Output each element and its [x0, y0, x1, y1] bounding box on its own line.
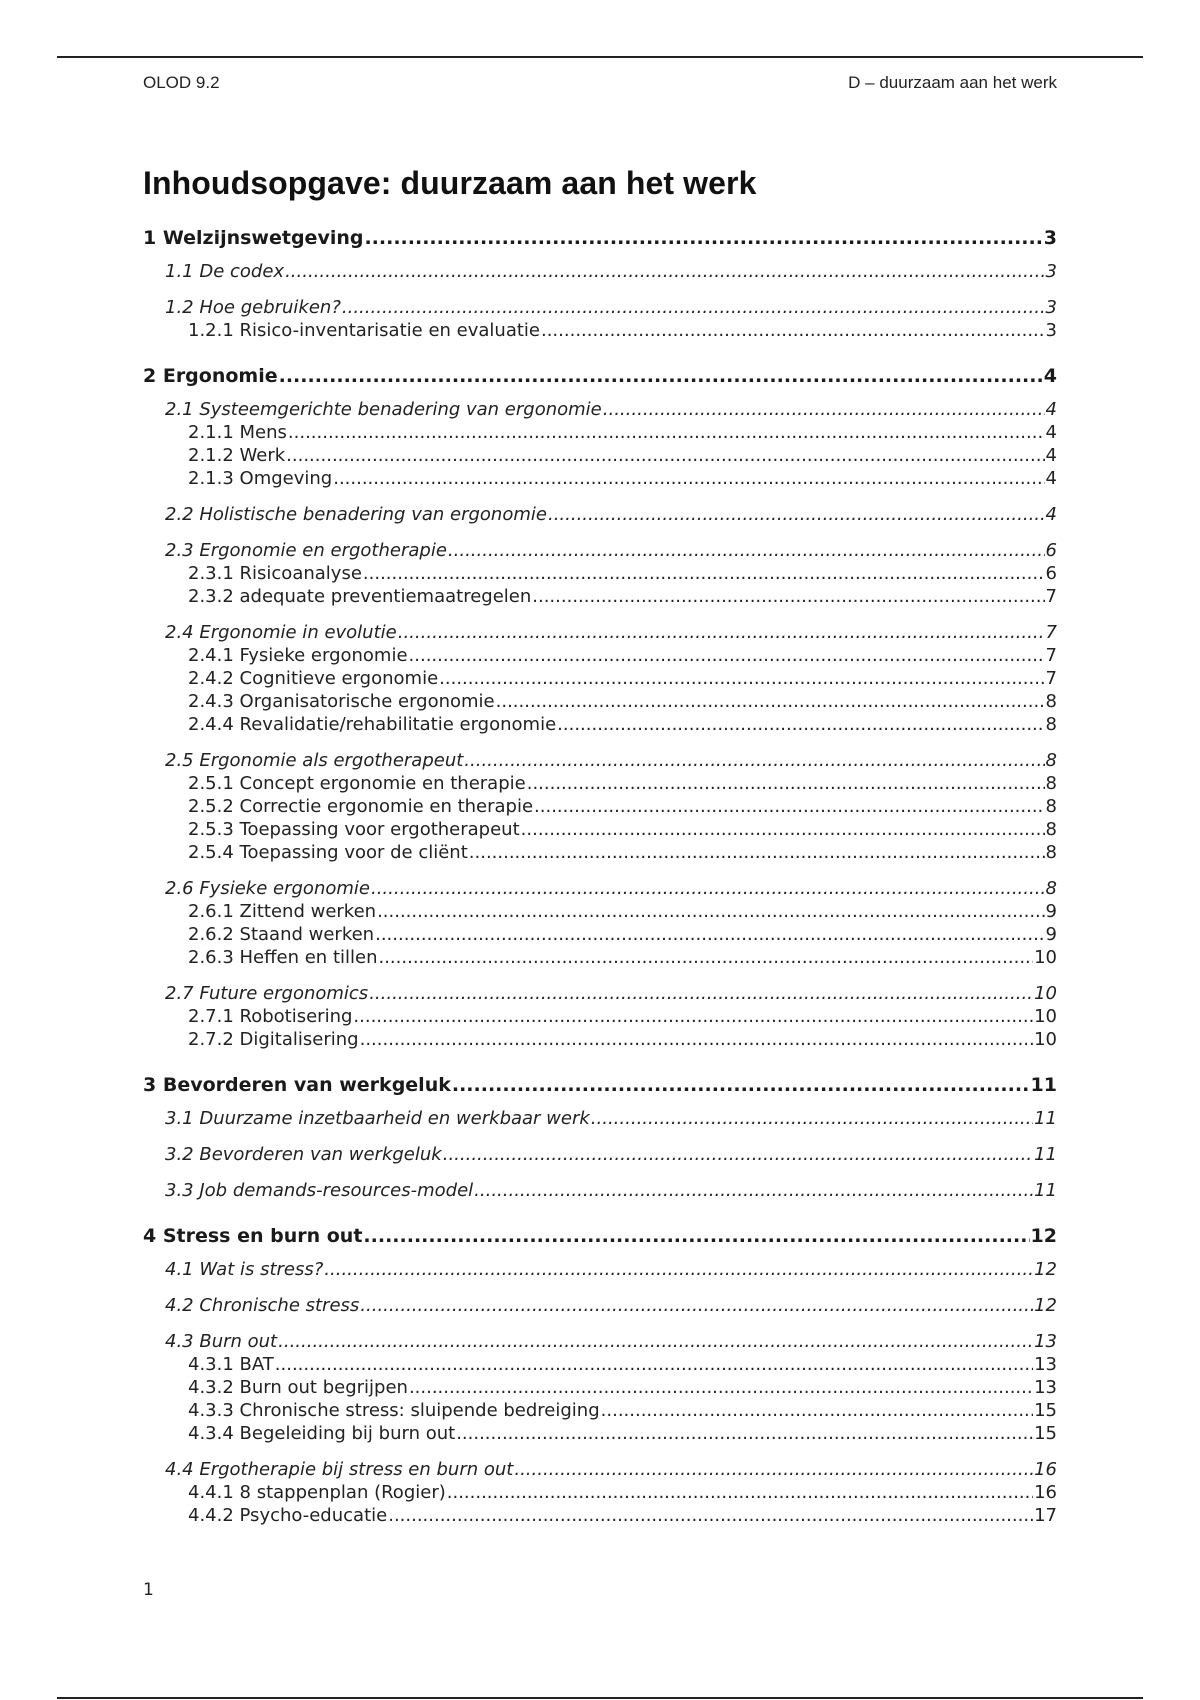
toc-entry-title: 4 Stress en burn out [143, 1225, 363, 1247]
toc-entry-level-3[interactable] [143, 900, 1057, 923]
toc-entry-level-3[interactable] [143, 772, 1057, 795]
toc-entry-title: 2.7.1 Robotisering [188, 1006, 353, 1027]
toc-entry-title: 4.4.2 Psycho-educatie [188, 1505, 388, 1526]
toc-entry-level-3[interactable] [143, 421, 1057, 444]
toc-entry-title: 1.2 Hoe gebruiken? [165, 297, 341, 318]
toc-entry-level-2[interactable] [143, 1179, 1057, 1202]
toc-dot-leader [398, 621, 1045, 644]
toc-entry-level-3[interactable] [143, 1376, 1057, 1399]
toc-entry-title: 2.3 Ergonomie en ergotherapie [165, 540, 447, 561]
toc-entry-page-number: 6 [1045, 540, 1057, 561]
toc-entry-title: 2 Ergonomie [143, 365, 278, 387]
toc-entry-page-number: 4 [1045, 468, 1057, 489]
toc-entry-level-1[interactable] [143, 227, 1057, 250]
toc-entry-level-3[interactable] [143, 923, 1057, 946]
toc-entry-level-2[interactable] [143, 503, 1057, 526]
toc-dot-leader [375, 923, 1044, 946]
toc-dot-leader [601, 1399, 1033, 1422]
toc-dot-leader [527, 772, 1045, 795]
toc-entry-level-3[interactable] [143, 644, 1057, 667]
toc-dot-leader [448, 539, 1045, 562]
toc-entry-page-number: 3 [1045, 320, 1057, 341]
toc-entry-page-number: 6 [1045, 563, 1057, 584]
toc-entry-level-2[interactable] [143, 1143, 1057, 1166]
toc-dot-leader [363, 562, 1045, 585]
toc-entry-page-number: 10 [1034, 1006, 1057, 1027]
footer-rule [57, 1697, 1143, 1699]
toc-dot-leader [474, 1179, 1033, 1202]
toc-entry-level-3[interactable] [143, 1028, 1057, 1051]
toc-entry-level-2[interactable] [143, 1294, 1057, 1317]
toc-entry-title: 4.3.3 Chronische stress: sluipende bedreiging [188, 1400, 600, 1421]
toc-entry-page-number: 7 [1045, 668, 1057, 689]
toc-dot-leader [388, 1504, 1033, 1527]
toc-entry-title: 3.3 Job demands-resources-model [165, 1180, 474, 1201]
toc-dot-leader [275, 1353, 1033, 1376]
toc-dot-leader [377, 900, 1044, 923]
toc-entry-page-number: 8 [1045, 842, 1057, 863]
header-course-code: OLOD 9.2 [143, 73, 220, 92]
toc-entry-level-2[interactable] [143, 1458, 1057, 1481]
toc-entry-page-number: 10 [1034, 1029, 1057, 1050]
toc-entry-title: 2.5 Ergonomie als ergotherapeut [165, 750, 464, 771]
toc-entry-title: 2.4.3 Organisatorische ergonomie [188, 691, 495, 712]
toc-dot-leader [532, 585, 1044, 608]
toc-entry-level-3[interactable] [143, 690, 1057, 713]
toc-dot-leader [333, 467, 1044, 490]
toc-entry-title: 2.1.3 Omgeving [188, 468, 333, 489]
toc-entry-level-2[interactable] [143, 621, 1057, 644]
toc-entry-level-2[interactable] [143, 398, 1057, 421]
toc-dot-leader [342, 296, 1045, 319]
toc-entry-title: 2.6 Fysieke ergonomie [165, 878, 370, 899]
toc-entry-level-3[interactable] [143, 1504, 1057, 1527]
toc-entry-title: 1 Welzijnswetgeving [143, 227, 364, 249]
toc-dot-leader [353, 1005, 1033, 1028]
toc-entry-level-1[interactable] [143, 1225, 1057, 1248]
toc-entry-level-3[interactable] [143, 1399, 1057, 1422]
toc-dot-leader [324, 1258, 1033, 1281]
toc-entry-title: 2.2 Holistische benadering van ergonomie [165, 504, 547, 525]
toc-entry-title: 4.1 Wat is stress? [165, 1259, 324, 1280]
toc-entry-title: 2.5.3 Toepassing voor ergotherapeut [188, 819, 520, 840]
toc-dot-leader [369, 982, 1033, 1005]
toc-entry-page-number: 10 [1034, 983, 1057, 1004]
toc-entry-level-2[interactable] [143, 1107, 1057, 1130]
toc-dot-leader [557, 713, 1044, 736]
toc-entry-title: 1.2.1 Risico-inventarisatie en evaluatie [188, 320, 540, 341]
toc-entry-title: 2.7.2 Digitalisering [188, 1029, 359, 1050]
toc-entry-level-3[interactable] [143, 713, 1057, 736]
toc-dot-leader [456, 1422, 1033, 1445]
toc-entry-page-number: 11 [1034, 1108, 1057, 1129]
toc-entry-page-number: 11 [1034, 1180, 1057, 1201]
toc-entry-page-number: 7 [1045, 622, 1057, 643]
toc-entry-title: 2.6.2 Staand werken [188, 924, 375, 945]
toc-entry-title: 2.5.1 Concept ergonomie en therapie [188, 773, 526, 794]
header-document-name: D – duurzaam aan het werk [848, 73, 1057, 92]
toc-dot-leader [364, 227, 1042, 250]
toc-entry-level-2[interactable] [143, 1258, 1057, 1281]
toc-entry-page-number: 9 [1045, 924, 1057, 945]
toc-entry-page-number: 8 [1045, 819, 1057, 840]
toc-entry-page-number: 16 [1034, 1482, 1057, 1503]
toc-entry-page-number: 13 [1034, 1377, 1057, 1398]
toc-entry-page-number: 13 [1034, 1331, 1057, 1352]
toc-dot-leader [278, 1330, 1033, 1353]
toc-entry-level-2[interactable] [143, 877, 1057, 900]
toc-entry-page-number: 8 [1045, 796, 1057, 817]
toc-entry-title: 4.4.1 8 stappenplan (Rogier) [188, 1482, 446, 1503]
toc-entry-page-number: 11 [1030, 1074, 1057, 1096]
page-number: 1 [143, 1580, 154, 1600]
table-of-contents [143, 227, 1057, 1527]
toc-entry-title: 2.6.3 Heffen en tillen [188, 947, 378, 968]
toc-entry-level-3[interactable] [143, 562, 1057, 585]
toc-entry-page-number: 15 [1034, 1423, 1057, 1444]
toc-entry-page-number: 4 [1045, 445, 1057, 466]
toc-entry-title: 2.4.4 Revalidatie/rehabilitatie ergonomie [188, 714, 557, 735]
toc-entry-page-number: 4 [1045, 399, 1057, 420]
toc-entry-page-number: 8 [1045, 773, 1057, 794]
toc-dot-leader [469, 841, 1045, 864]
toc-dot-leader [288, 421, 1045, 444]
toc-entry-title: 1.1 De codex [165, 261, 285, 282]
toc-entry-level-2[interactable] [143, 296, 1057, 319]
toc-entry-level-3[interactable] [143, 667, 1057, 690]
toc-dot-leader [591, 1107, 1033, 1130]
toc-entry-page-number: 10 [1034, 947, 1057, 968]
toc-dot-leader [360, 1028, 1034, 1051]
toc-entry-title: 3 Bevorderen van werkgeluk [143, 1074, 451, 1096]
toc-entry-level-3[interactable] [143, 1353, 1057, 1376]
toc-dot-leader [447, 1481, 1033, 1504]
toc-entry-title: 4.3 Burn out [165, 1331, 278, 1352]
toc-dot-leader [371, 877, 1045, 900]
toc-entry-page-number: 4 [1045, 504, 1057, 525]
toc-dot-leader [541, 319, 1045, 342]
toc-dot-leader [452, 1074, 1030, 1097]
toc-entry-level-1[interactable] [143, 1074, 1057, 1097]
toc-dot-leader [378, 946, 1033, 969]
toc-entry-page-number: 12 [1034, 1259, 1057, 1280]
toc-dot-leader [360, 1294, 1033, 1317]
toc-entry-title: 3.2 Bevorderen van werkgeluk [165, 1144, 442, 1165]
toc-entry-level-3[interactable] [143, 467, 1057, 490]
toc-dot-leader [409, 1376, 1033, 1399]
page-header [143, 73, 1057, 97]
toc-entry-level-3[interactable] [143, 319, 1057, 342]
toc-dot-leader [534, 795, 1045, 818]
toc-entry-title: 3.1 Duurzame inzetbaarheid en werkbaar werk [165, 1108, 590, 1129]
toc-entry-page-number: 12 [1030, 1225, 1057, 1247]
toc-entry-title: 2.1.1 Mens [188, 422, 287, 443]
toc-entry-level-1[interactable] [143, 365, 1057, 388]
toc-entry-page-number: 4 [1043, 365, 1057, 387]
toc-dot-leader [521, 818, 1045, 841]
toc-entry-level-2[interactable] [143, 260, 1057, 283]
toc-dot-leader [279, 365, 1043, 388]
toc-entry-title: 4.2 Chronische stress [165, 1295, 360, 1316]
toc-entry-title: 2.7 Future ergonomics [165, 983, 369, 1004]
toc-dot-leader [443, 1143, 1033, 1166]
toc-entry-page-number: 12 [1034, 1295, 1057, 1316]
toc-entry-level-3[interactable] [143, 1481, 1057, 1504]
toc-entry-title: 2.6.1 Zittend werken [188, 901, 377, 922]
toc-entry-level-3[interactable] [143, 585, 1057, 608]
toc-entry-title: 2.1 Systeemgerichte benadering van ergonomie [165, 399, 602, 420]
toc-entry-title: 2.4.2 Cognitieve ergonomie [188, 668, 439, 689]
toc-entry-page-number: 16 [1034, 1459, 1057, 1480]
toc-entry-level-2[interactable] [143, 749, 1057, 772]
toc-entry-page-number: 9 [1045, 901, 1057, 922]
toc-entry-title: 2.5.4 Toepassing voor de cliënt [188, 842, 468, 863]
toc-entry-page-number: 17 [1034, 1505, 1057, 1526]
toc-entry-title: 2.5.2 Correctie ergonomie en therapie [188, 796, 534, 817]
toc-entry-page-number: 15 [1034, 1400, 1057, 1421]
toc-entry-title: 4.3.2 Burn out begrijpen [188, 1377, 408, 1398]
toc-entry-level-2[interactable] [143, 539, 1057, 562]
toc-dot-leader [464, 749, 1044, 772]
toc-entry-title: 2.4 Ergonomie in evolutie [165, 622, 397, 643]
toc-dot-leader [363, 1225, 1029, 1248]
toc-dot-leader [514, 1458, 1033, 1481]
toc-entry-page-number: 4 [1045, 422, 1057, 443]
toc-entry-title: 4.3.1 BAT [188, 1354, 274, 1375]
toc-entry-title: 4.3.4 Begeleiding bij burn out [188, 1423, 456, 1444]
toc-entry-page-number: 3 [1043, 227, 1057, 249]
toc-dot-leader [603, 398, 1045, 421]
toc-entry-page-number: 8 [1045, 714, 1057, 735]
toc-dot-leader [496, 690, 1045, 713]
toc-entry-page-number: 11 [1034, 1144, 1057, 1165]
toc-dot-leader [409, 644, 1045, 667]
toc-entry-level-2[interactable] [143, 1330, 1057, 1353]
toc-entry-page-number: 3 [1045, 261, 1057, 282]
header-rule [57, 56, 1143, 58]
toc-entry-page-number: 7 [1045, 645, 1057, 666]
toc-entry-title: 2.4.1 Fysieke ergonomie [188, 645, 408, 666]
toc-entry-level-3[interactable] [143, 1422, 1057, 1445]
toc-dot-leader [548, 503, 1045, 526]
toc-entry-title: 2.1.2 Werk [188, 445, 286, 466]
toc-dot-leader [286, 444, 1044, 467]
toc-dot-leader [439, 667, 1044, 690]
toc-entry-level-3[interactable] [143, 946, 1057, 969]
toc-entry-page-number: 8 [1045, 878, 1057, 899]
toc-entry-level-3[interactable] [143, 818, 1057, 841]
toc-entry-level-3[interactable] [143, 444, 1057, 467]
toc-entry-level-3[interactable] [143, 841, 1057, 864]
toc-entry-page-number: 8 [1045, 691, 1057, 712]
toc-entry-page-number: 3 [1045, 297, 1057, 318]
toc-entry-level-3[interactable] [143, 795, 1057, 818]
toc-entry-title: 4.4 Ergotherapie bij stress en burn out [165, 1459, 514, 1480]
page-title: Inhoudsopgave: duurzaam aan het werk [143, 165, 757, 201]
toc-dot-leader [285, 260, 1044, 283]
toc-entry-page-number: 8 [1045, 750, 1057, 771]
toc-entry-level-2[interactable] [143, 982, 1057, 1005]
toc-entry-level-3[interactable] [143, 1005, 1057, 1028]
toc-entry-page-number: 13 [1034, 1354, 1057, 1375]
toc-entry-page-number: 7 [1045, 586, 1057, 607]
toc-entry-title: 2.3.2 adequate preventiemaatregelen [188, 586, 532, 607]
toc-entry-title: 2.3.1 Risicoanalyse [188, 563, 362, 584]
